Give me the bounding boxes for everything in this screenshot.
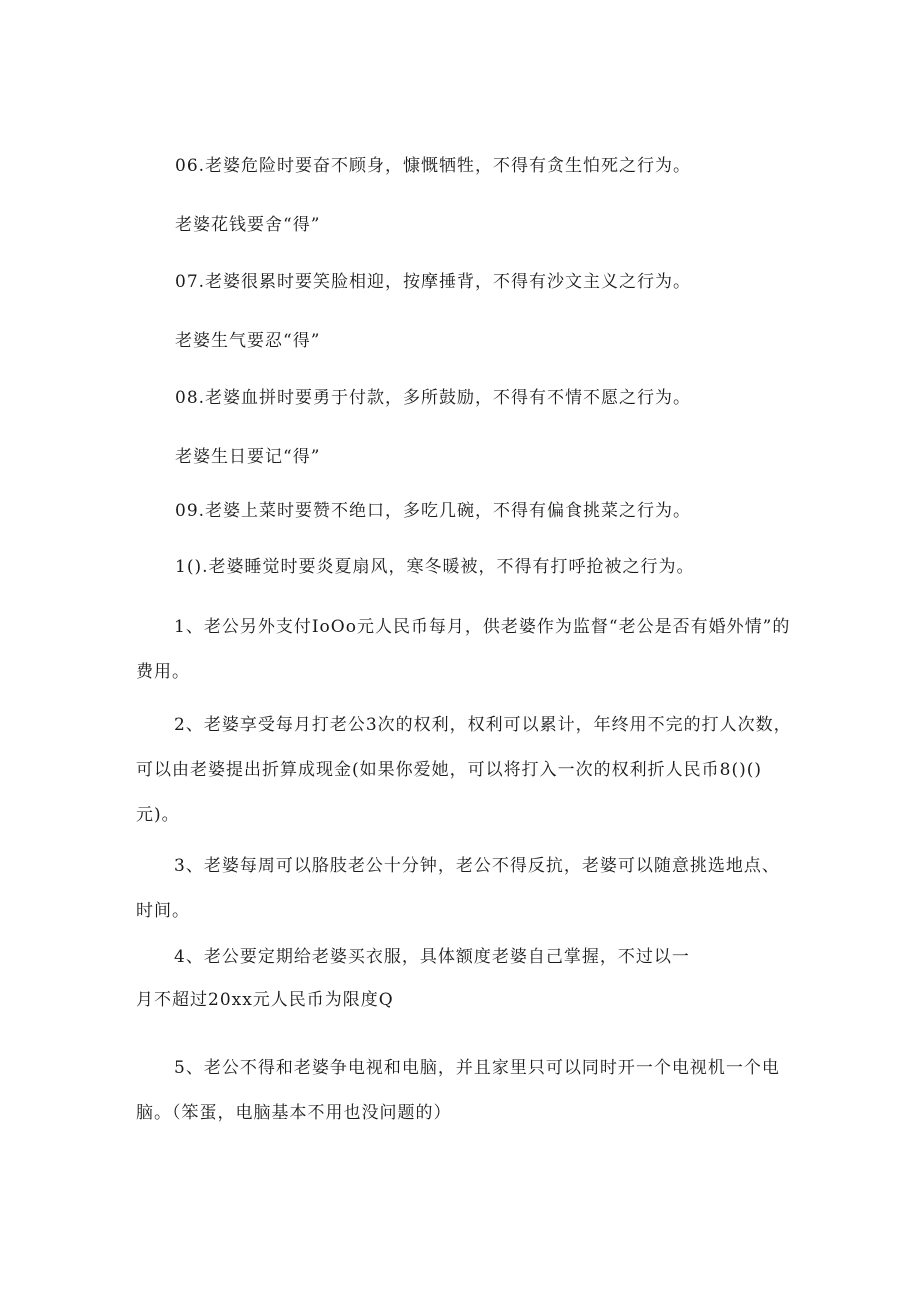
rule-10: 1().老婆睡觉时要炎夏扇风，寒冬暖被，不得有打呼抢被之行为。 — [175, 557, 695, 577]
rule-07: 07.老婆很累时要笑脸相迎，按摩捶背，不得有沙文主义之行为。 — [175, 272, 692, 292]
clause-3: 3、老婆每周可以胳肢老公十分钟，老公不得反抗，老婆可以随意挑选地点、时间。 — [136, 856, 780, 921]
clause-1: 1、老公另外支付IoOo元人民币每月，供老婆作为监督“老公是否有婚外情”的费用。 — [136, 617, 791, 682]
clause-4-line-1: 4、老公要定期给老婆买衣服，具体额度老婆自己掌握，不过以一 — [174, 947, 690, 967]
rule-09: 09.老婆上菜时要赞不绝口，多吃几碗，不得有偏食挑菜之行为。 — [175, 501, 692, 521]
clause-5: 5、老公不得和老婆争电视和电脑，并且家里只可以同时开一个电视机一个电脑。（笨蛋，电脑基本不用也没问题的） — [136, 1058, 780, 1123]
clause-4-line-2: 月不超过20xx元人民币为限度Q — [136, 990, 394, 1010]
clause-2: 2、老婆享受每月打老公3次的权利，权利可以累计，年终用不完的打人次数，可以由老婆提出折算成现金(如果你爱她，可以将打入一次的权利折人民币8()()元)。 — [136, 715, 792, 825]
rule-heading-spend: 老婆花钱要舍“得” — [175, 215, 321, 235]
rule-06: 06.老婆危险时要奋不顾身，慷慨牺牲，不得有贪生怕死之行为。 — [175, 156, 692, 176]
rule-heading-birthday: 老婆生日要记“得” — [175, 447, 321, 467]
rule-heading-angry: 老婆生气要忍“得” — [175, 331, 321, 351]
rule-08: 08.老婆血拼时要勇于付款，多所鼓励，不得有不情不愿之行为。 — [175, 388, 692, 408]
